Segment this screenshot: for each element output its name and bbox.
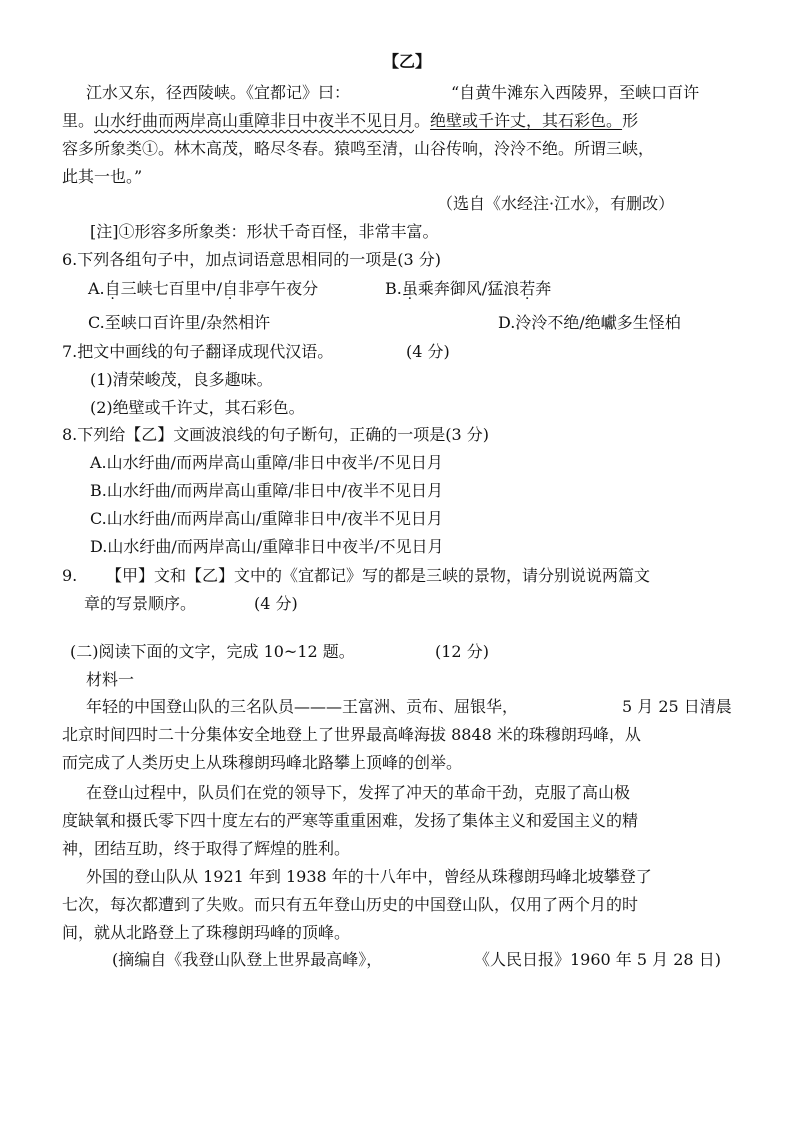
- dotted-word: 若: [519, 279, 536, 298]
- option-letter: B.: [385, 279, 402, 298]
- passage-yi-note: [注]①形容多所象类：形状千奇百怪，非常丰富。: [90, 222, 439, 241]
- material-paragraph-line: 间，就从北路登上了珠穆朗玛峰的顶峰。: [62, 923, 351, 942]
- question-8-option-c: C.山水纡曲/而两岸高山/重障非日中/夜半不见日月: [90, 509, 443, 528]
- question-6-option-a: [88, 279, 318, 299]
- question-9-stem-line-1: 【甲】文和【乙】文中的《宜都记》写的都是三峡的景物，请分别说说两篇文: [106, 566, 651, 585]
- question-8-option-d: D.山水纡曲/而两岸高山/重障非日中夜半/不见日月: [90, 537, 444, 556]
- option-text: 乘奔御风/猛浪: [417, 279, 520, 298]
- material-source-title: (摘编自《我登山队登上世界最高峰》，: [112, 950, 383, 969]
- option-text: 三峡七百里中/: [120, 279, 223, 298]
- question-8-option-a: A.山水纡曲/而两岸高山重障/非日中夜半/不见日月: [90, 453, 443, 472]
- material-source-newspaper: 《人民日报》1960 年 5 月 28 日): [474, 950, 721, 969]
- passage-yi-text: “自黄牛滩东入西陵界，至峡口百许: [451, 83, 700, 102]
- material-paragraph-line: 北京时间四时二十分集体安全地登上了世界最高峰海拔 8848 米的珠穆朗玛峰，从: [62, 725, 641, 744]
- section-2-heading: (二)阅读下面的文字，完成 10~12 题。: [70, 642, 355, 661]
- material-paragraph-line: 年轻的中国登山队的三名队员———王富洲、贡布、屈银华，: [86, 697, 519, 716]
- option-text: 奔: [535, 279, 552, 298]
- material-paragraph-line: 神，团结互助，终于取得了辉煌的胜利。: [62, 839, 351, 858]
- question-6-option-b: [385, 279, 551, 299]
- passage-yi-text: 江水又东，径西陵峡。《宜都记》曰：: [86, 83, 351, 102]
- section-2-score: (12 分): [435, 642, 489, 661]
- material-paragraph-line: 七次，每次都遭到了失败。而只有五年登山历史的中国登山队，仅用了两个月的时: [62, 895, 639, 914]
- question-7-sentence-2: (2)绝壁或千许丈，其石彩色。: [90, 398, 305, 417]
- material-1-label: 材料一: [86, 670, 135, 689]
- material-paragraph-line: 外国的登山队从 1921 年到 1938 年的十八年中，曾经从珠穆朗玛峰北坡攀登了: [86, 867, 652, 886]
- passage-yi-line: [451, 83, 699, 103]
- passage-yi-text: 形: [622, 111, 639, 130]
- question-6-option-d: D.泠泠不绝/绝巘多生怪柏: [498, 313, 681, 332]
- question-6-option-c: C.至峡口百许里/杂然相许: [88, 313, 271, 332]
- dotted-word: 自: [104, 279, 121, 298]
- material-paragraph-line: 在登山过程中，队员们在党的领导下，发挥了冲天的革命干劲，克服了高山极: [86, 783, 631, 802]
- dotted-word: 虽: [401, 279, 418, 298]
- wavy-underlined-sentence: 山水纡曲而两岸高山重障非日中夜半不见日月: [94, 111, 415, 130]
- passage-yi-line: 容多所象类①。林木高茂，略尽冬春。猿鸣至清，山谷传响，泠泠不绝。所谓三峡，: [62, 139, 655, 158]
- material-paragraph-line: 5 月 25 日清晨: [622, 697, 732, 716]
- question-9-score: (4 分): [254, 594, 298, 613]
- option-letter: A.: [88, 279, 105, 298]
- question-9-stem-line-2: 章的写景顺序。: [84, 594, 197, 613]
- question-7-sentence-1: (1)清荣峻茂，良多趣味。: [90, 370, 273, 389]
- question-8-stem: 8.下列给【乙】文画波浪线的句子断句，正确的一项是(3 分): [62, 425, 490, 444]
- question-9-number: 9.: [62, 566, 78, 585]
- dotted-word: 自: [222, 279, 239, 298]
- material-paragraph-line: 而完成了人类历史上从珠穆朗玛峰北路攀上顶峰的创举。: [62, 753, 463, 772]
- material-paragraph-line: 度缺氧和摄氏零下四十度左右的严寒等重重困难，发扬了集体主义和爱国主义的精: [62, 811, 639, 830]
- underlined-sentence: 绝壁或千许丈，其石彩色。: [430, 111, 623, 130]
- question-7-score: (4 分): [406, 342, 450, 361]
- passage-yi-line: [86, 83, 350, 103]
- question-6-stem: 6.下列各组句子中，加点词语意思相同的一项是(3 分): [62, 250, 442, 269]
- passage-yi-line: [62, 111, 638, 131]
- passage-yi-text: 。: [414, 111, 431, 130]
- passage-yi-line: 此其一也。”: [62, 167, 143, 186]
- question-7-stem: 7.把文中画线的句子翻译成现代汉语。: [62, 342, 334, 361]
- passage-yi-text: 里。: [62, 111, 95, 130]
- passage-yi-source: （选自《水经注·江水》，有删改）: [437, 194, 675, 213]
- option-text: 非亭午夜分: [238, 279, 319, 298]
- passage-yi-heading: 【乙】: [383, 52, 432, 71]
- question-8-option-b: B.山水纡曲/而两岸高山重障/非日中/夜半不见日月: [90, 481, 444, 500]
